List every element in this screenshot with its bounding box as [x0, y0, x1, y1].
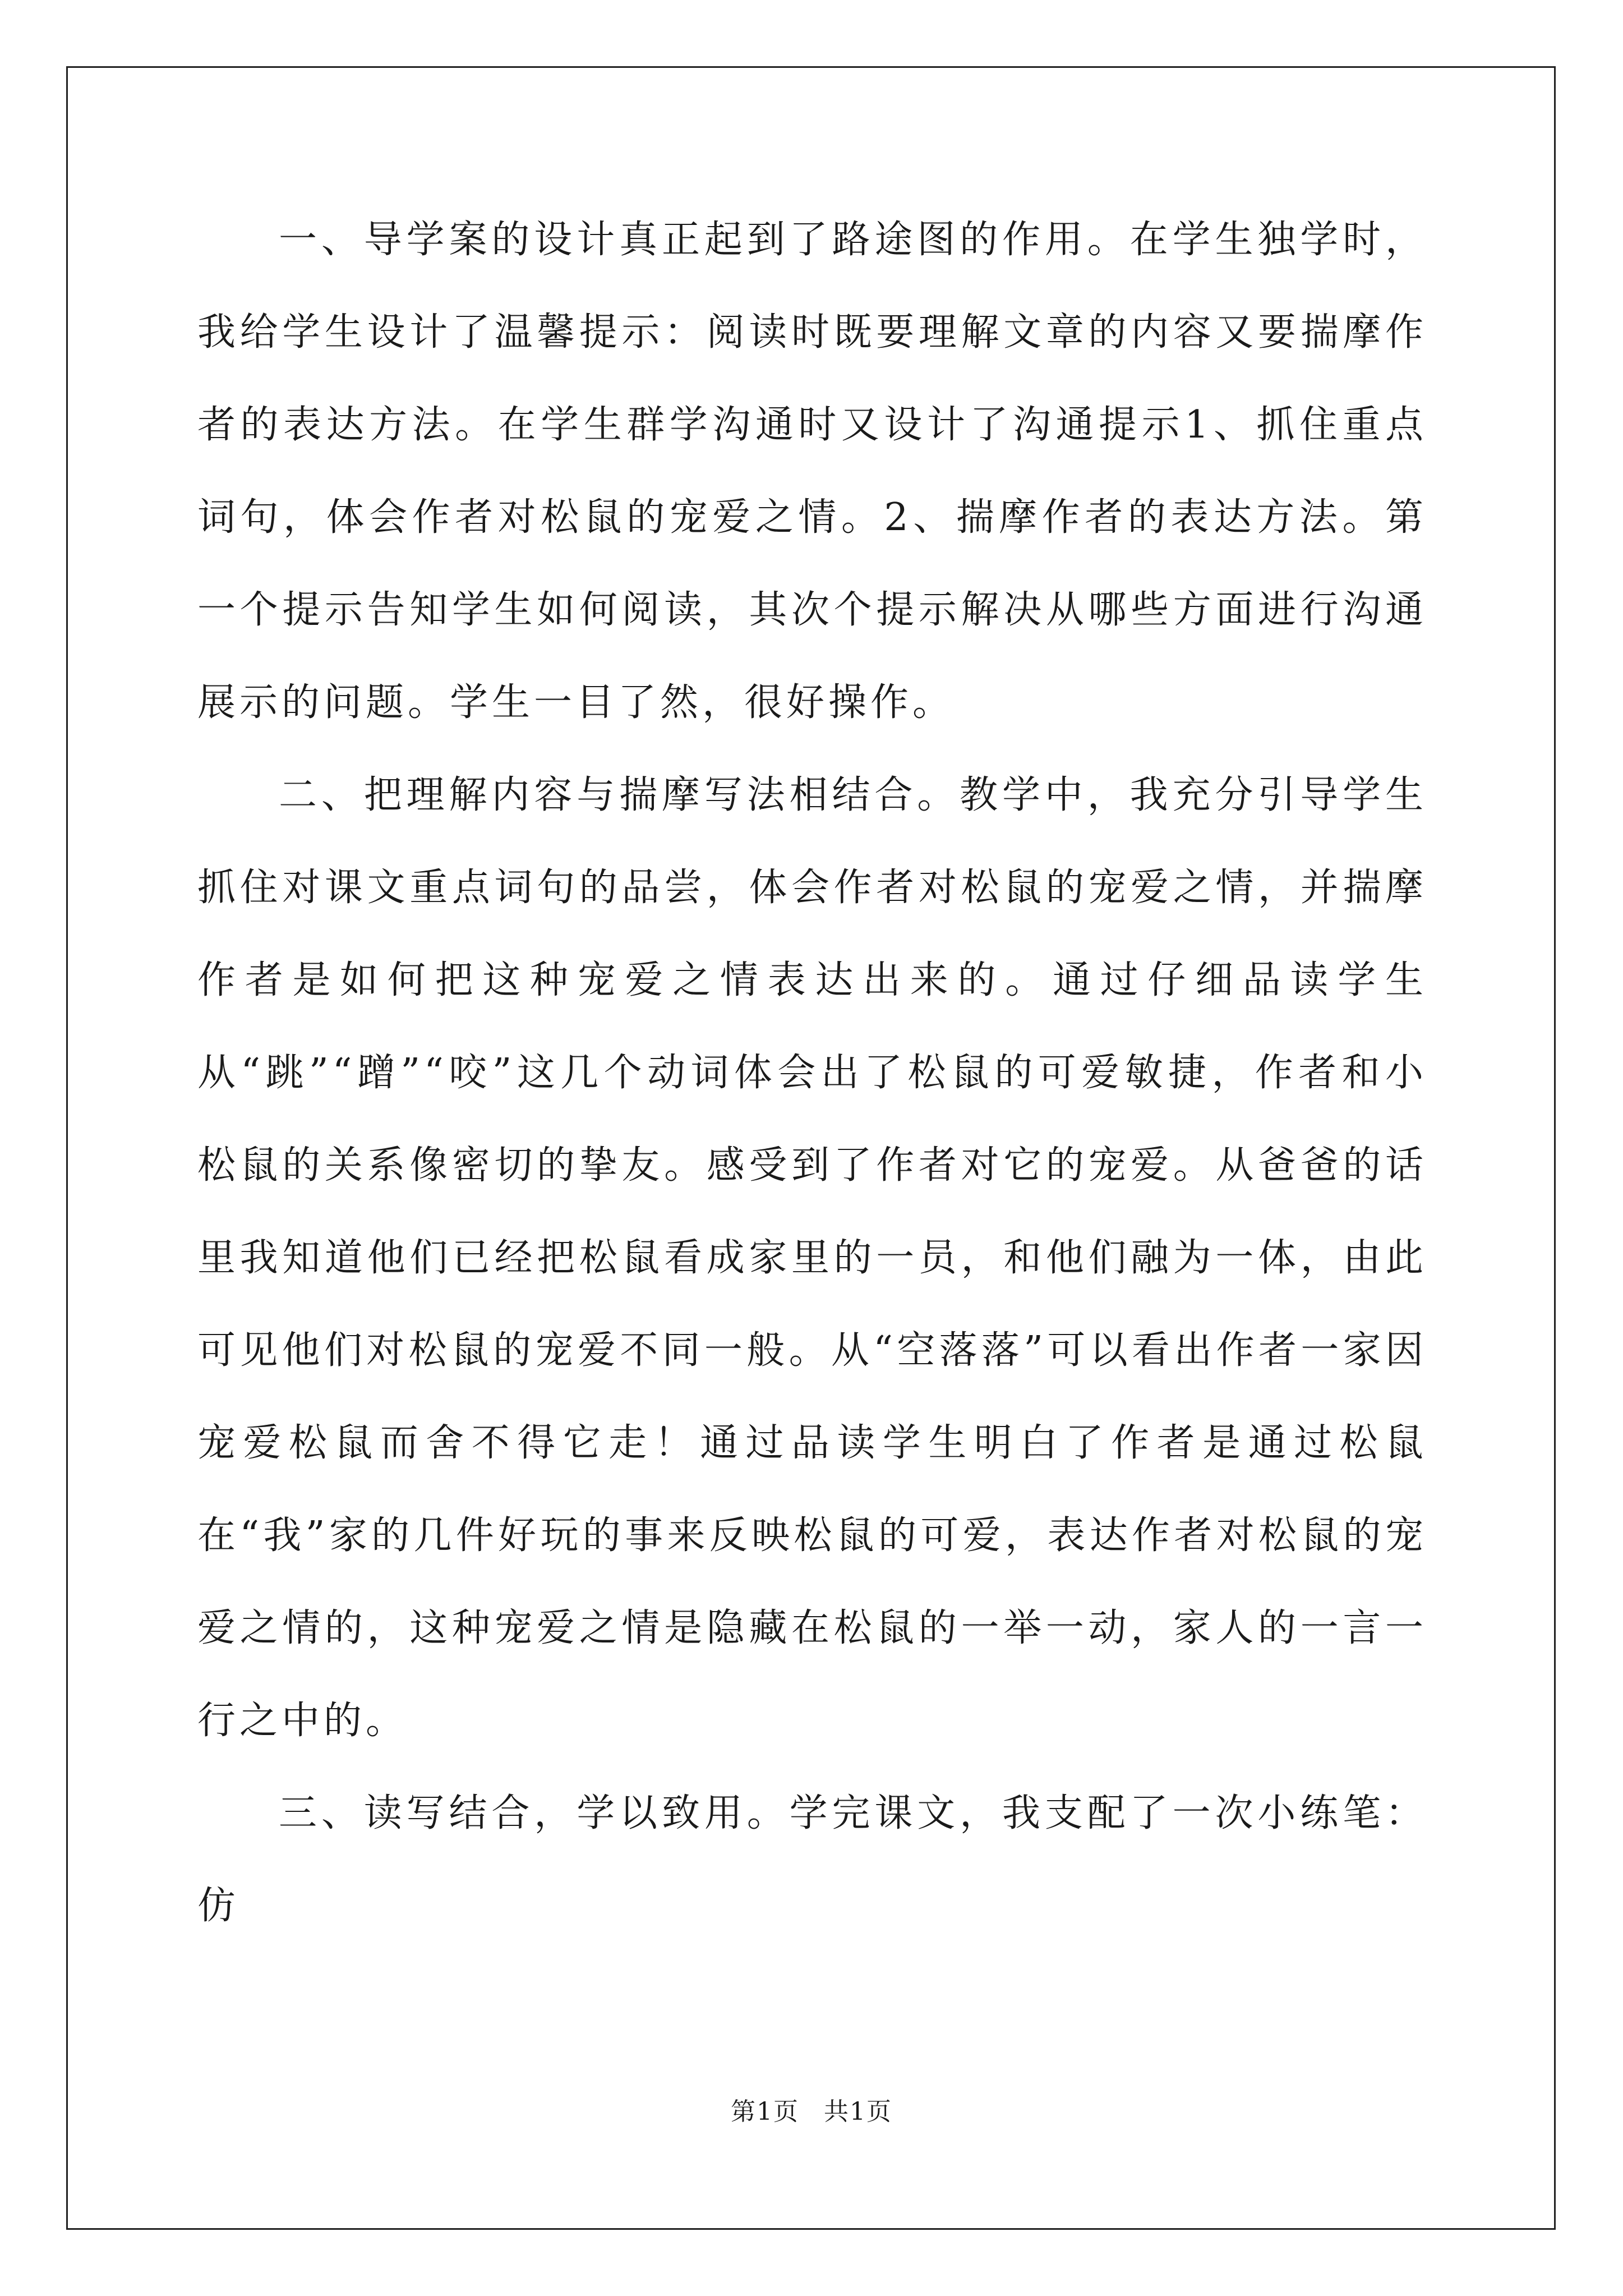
page-number-total: 共1页 — [824, 2097, 892, 2126]
document-body — [197, 194, 1427, 1952]
paragraph-2: 二、把理解内容与揣摩写法相结合。教学中，我充分引导学生抓住对课文重点词句的品尝，体会作者对松鼠的宠爱之情，并揣摩作者是如何把这种宠爱之情表达出来的。通过仔细品读学生从“跳”“蹭”“咬”这几个动词体会出了松鼠的可爱敏捷，作者和小松鼠的关系像密切的挚友。感受到了作者对它的宠爱。从爸爸的话里我知道他们已经把松鼠看成家里的一员，和他们融为一体，由此可见他们对松鼠的宠爱不同一般。从“空落落”可以看出作者一家因宠爱松鼠而舍不得它走！通过品读学生明白了作者是通过松鼠在“我”家的几件好玩的事来反映松鼠的可爱，表达作者对松鼠的宠爱之情的，这种宠爱之情是隐藏在松鼠的一举一动，家人的一言一行之中的。 — [197, 773, 1427, 1743]
paragraph-1: 一、导学案的设计真正起到了路途图的作用。在学生独学时，我给学生设计了温馨提示：阅读时既要理解文章的内容又要揣摩作者的表达方法。在学生群学沟通时又设计了沟通提示1、抓住重点词句，体会作者对松鼠的宠爱之情。2、揣摩作者的表达方法。第一个提示告知学生如何阅读，其次个提示解决从哪些方面进行沟通展示的问题。学生一目了然，很好操作。 — [197, 218, 1428, 725]
page-footer — [0, 2095, 1623, 2129]
paragraph-3: 三、读写结合，学以致用。学完课文，我支配了一次小练笔：仿 — [197, 1791, 1427, 1928]
page-number-current: 第1页 — [731, 2097, 799, 2126]
